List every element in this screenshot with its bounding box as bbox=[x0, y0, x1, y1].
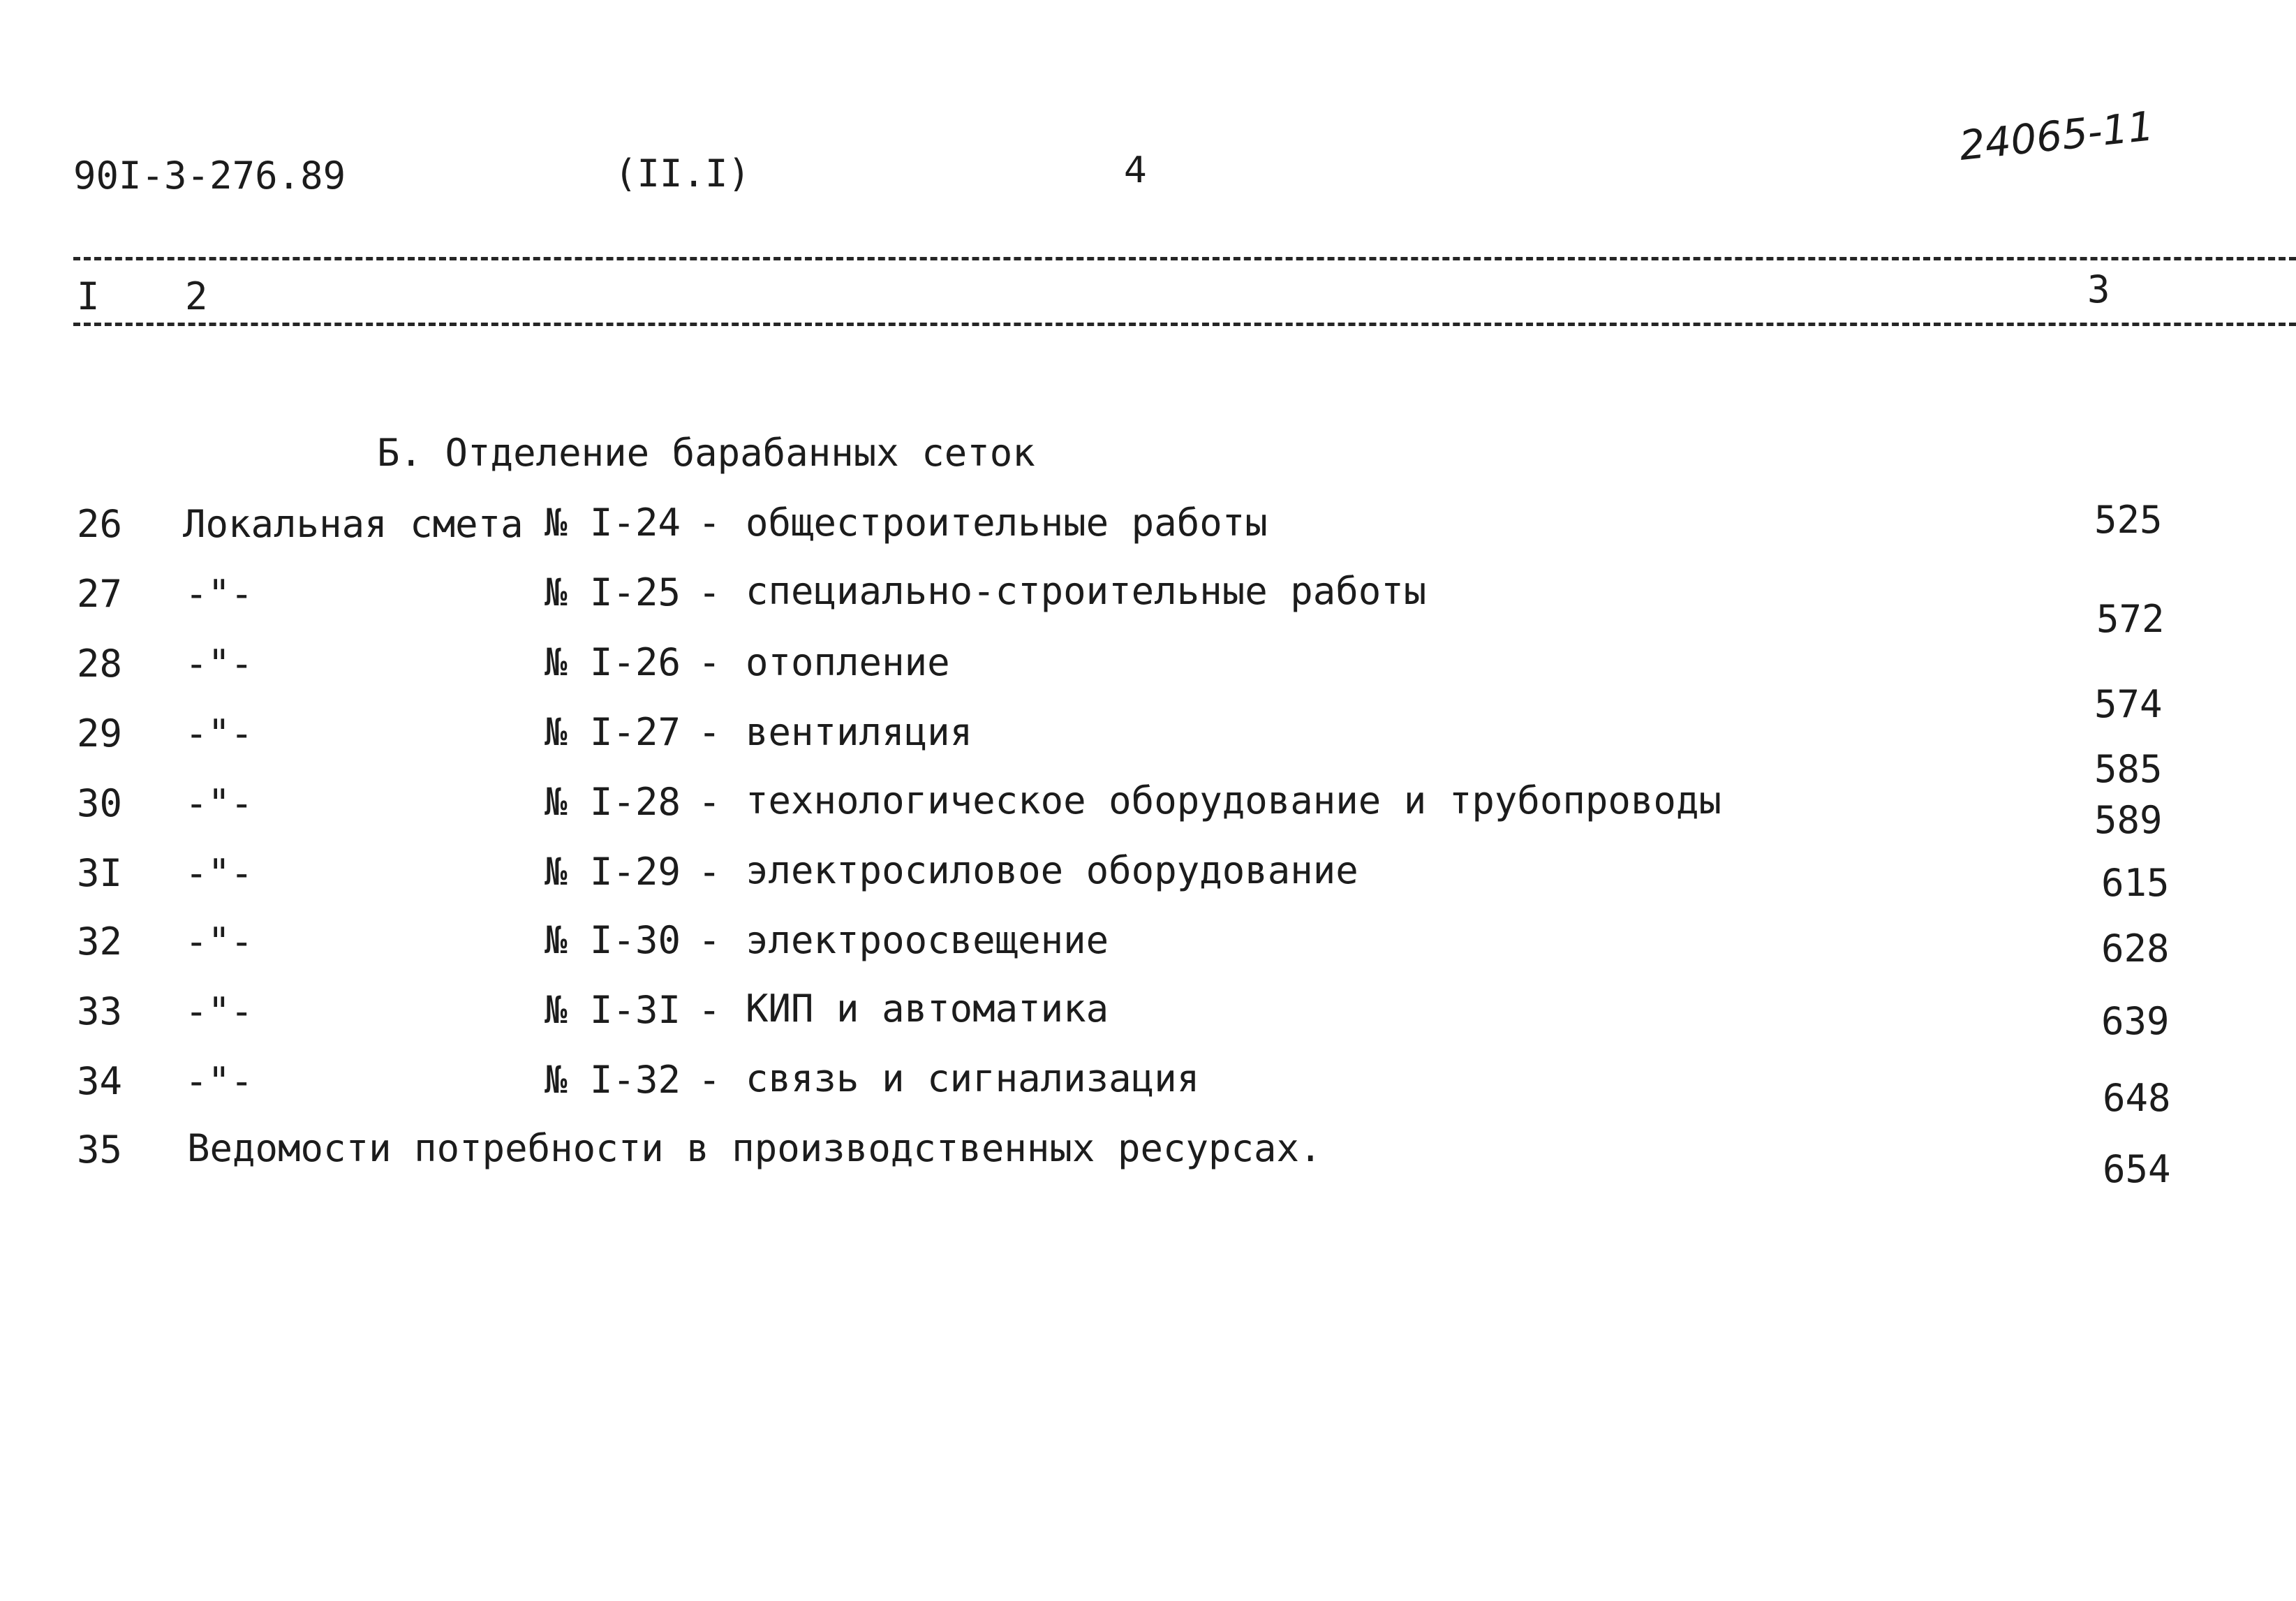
page-ref: 585 bbox=[2094, 747, 2163, 791]
row-dash: - bbox=[698, 918, 721, 962]
row-number: 35 bbox=[77, 1128, 123, 1172]
row-number: 28 bbox=[77, 642, 123, 686]
row-title: -"- bbox=[185, 781, 253, 825]
page-ref: 615 bbox=[2101, 861, 2170, 905]
row-code: № I-29 bbox=[545, 850, 681, 894]
column-header-2: 2 bbox=[185, 274, 208, 318]
page-ref: 648 bbox=[2103, 1076, 2171, 1120]
document-code: 90I-3-276.89 bbox=[73, 154, 346, 198]
row-title: -"- bbox=[185, 711, 253, 755]
row-code: № I-28 bbox=[545, 780, 681, 824]
row-title: -"- bbox=[185, 989, 253, 1033]
row-description: специально-строительные работы bbox=[746, 569, 1427, 613]
row-code: № I-26 bbox=[545, 640, 681, 684]
page-ref: 628 bbox=[2101, 927, 2170, 971]
header-rule-bottom bbox=[73, 323, 2296, 326]
row-number: 3I bbox=[77, 851, 123, 895]
page-ref: 589 bbox=[2094, 798, 2163, 842]
page-ref: 525 bbox=[2094, 498, 2163, 542]
row-number: 26 bbox=[77, 502, 123, 546]
row-description: связь и сигнализация bbox=[746, 1056, 1200, 1100]
row-dash: - bbox=[698, 1058, 721, 1102]
row-title: -"- bbox=[185, 572, 253, 616]
row-title: Ведомости потребности в производственных ресурсах. bbox=[187, 1126, 1322, 1170]
header-rule-top bbox=[73, 257, 2296, 260]
row-dash: - bbox=[698, 640, 721, 684]
row-code: № I-24 bbox=[545, 501, 681, 545]
page-ref: 654 bbox=[2103, 1147, 2171, 1191]
section-code: (II.I) bbox=[614, 152, 751, 195]
row-description: вентиляция bbox=[746, 710, 973, 754]
row-description: отопление bbox=[746, 640, 950, 684]
row-description: электроосвещение bbox=[746, 918, 1109, 962]
row-description: технологическое оборудование и трубопроводы bbox=[746, 779, 1721, 822]
row-number: 30 bbox=[77, 781, 123, 825]
row-number: 27 bbox=[77, 572, 123, 616]
page-number: 4 bbox=[1124, 149, 1148, 191]
inventory-number: 24065-11 bbox=[1957, 102, 2156, 170]
row-title: -"- bbox=[185, 920, 253, 964]
row-code: № I-30 bbox=[545, 918, 681, 962]
row-description: электросиловое оборудование bbox=[746, 848, 1358, 892]
row-dash: - bbox=[698, 710, 721, 754]
row-code: № I-25 bbox=[545, 570, 681, 614]
page-ref: 639 bbox=[2101, 999, 2170, 1043]
row-title: -"- bbox=[185, 851, 253, 895]
row-dash: - bbox=[698, 501, 721, 545]
row-dash: - bbox=[698, 850, 721, 894]
row-description: КИП и автоматика bbox=[746, 987, 1109, 1031]
row-code: № I-27 bbox=[545, 710, 681, 754]
row-description: общестроительные работы bbox=[746, 501, 1268, 545]
row-code: № I-3I bbox=[545, 988, 681, 1032]
column-header-1: I bbox=[77, 274, 100, 318]
row-number: 29 bbox=[77, 711, 123, 755]
section-heading: Б. Отделение барабанных сеток bbox=[377, 431, 1035, 475]
row-number: 33 bbox=[77, 989, 123, 1033]
row-dash: - bbox=[698, 988, 721, 1032]
row-dash: - bbox=[698, 570, 721, 614]
row-title: -"- bbox=[185, 642, 253, 686]
page-ref: 574 bbox=[2094, 682, 2163, 726]
row-number: 34 bbox=[77, 1059, 123, 1103]
row-title: Локальная смета bbox=[183, 502, 524, 546]
row-dash: - bbox=[698, 780, 721, 824]
page-ref: 572 bbox=[2096, 597, 2165, 641]
column-header-3: 3 bbox=[2087, 267, 2110, 311]
row-code: № I-32 bbox=[545, 1058, 681, 1102]
row-title: -"- bbox=[185, 1059, 253, 1103]
row-number: 32 bbox=[77, 920, 123, 964]
